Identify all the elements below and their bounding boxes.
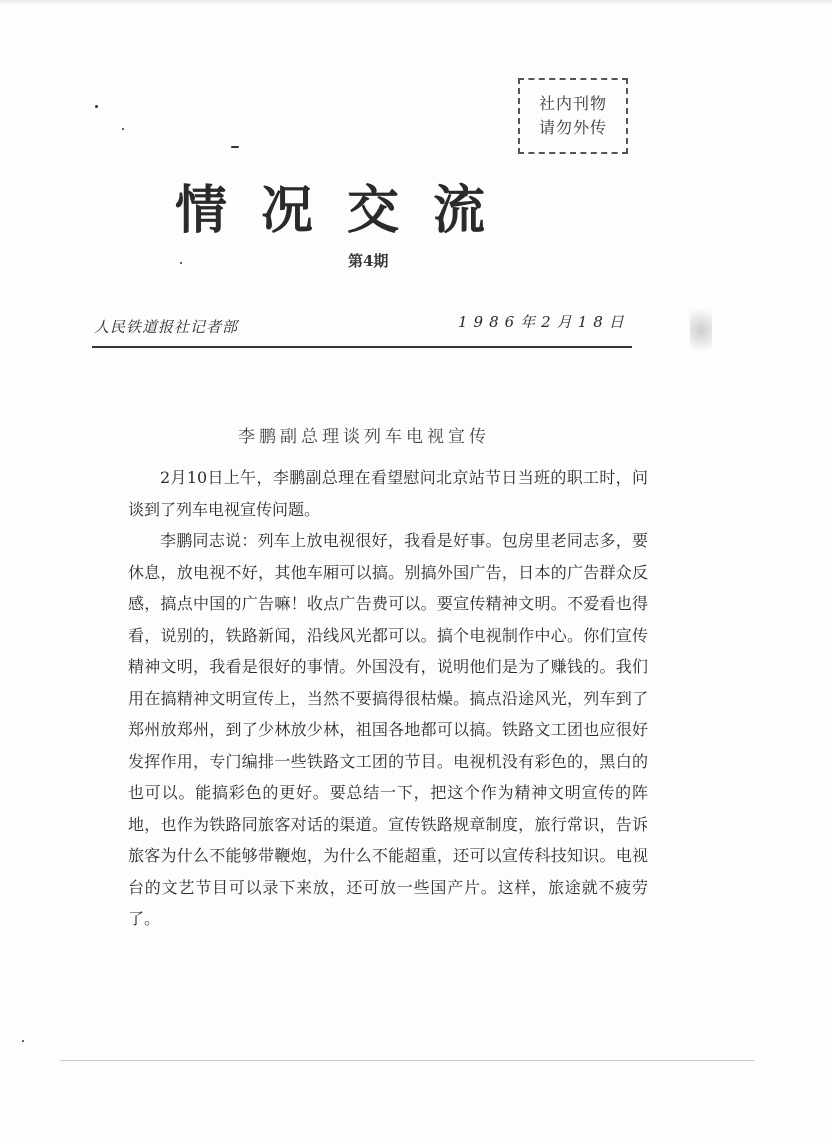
header-rule xyxy=(92,346,632,348)
scan-speck xyxy=(180,262,182,264)
scan-edge xyxy=(0,0,832,4)
issue-number: 第4期 xyxy=(348,252,389,270)
scan-speck xyxy=(231,146,239,148)
article-paragraph: 李鹏同志说：列车上放电视很好，我看是好事。包房里老同志多，要休息，放电视不好，其他车厢可以搞。别搞外国广告，日本的广告群众反感，搞点中国的广告嘛！收点广告费可以。要宣传精神文明。不爱看也得看，说别的，铁路新闻，沿线风光都可以。搞个电视制作中心。你们宣传精神文明，我看是很好的事情。外国没有，说明他们是为了赚钱的。我们用在搞精神文明宣传上，当然不要搞得很枯燥。搞点沿途风光，列车到了郑州放郑州，到了少林放少林，祖国各地都可以搞。铁路文工团也应很好发挥作用，专门编排一些铁路文工团的节目。电视机没有彩色的，黑白的也可以。能搞彩色的更好。要总结一下，把这个作为精神文明宣传的阵地，也作为铁路同旅客对话的渠道。宣传铁路规章制度，旅行常识，告诉旅客为什么不能够带鞭炮，为什么不能超重，还可以宣传科技知识。电视台的文艺节目可以录下来放，还可放一些国产片。这样，旅途就不疲劳了。 xyxy=(128,531,648,928)
stamp-line-1: 社内刊物 xyxy=(538,94,607,113)
stamp-line-2: 请勿外传 xyxy=(538,118,607,137)
page-bottom-rule xyxy=(60,1060,754,1061)
internal-circulation-stamp xyxy=(518,78,628,154)
publisher-department: 人民铁道报社记者部 xyxy=(94,318,239,336)
article-title: 李鹏副总理谈列车电视宣传 xyxy=(238,427,490,447)
article-paragraph: 2月10日上午，李鹏副总理在看望慰问北京站节日当班的职工时，问谈到了列车电视宣传问题。 xyxy=(128,468,648,519)
publication-date: 1986年2月18日 xyxy=(458,313,630,331)
article-body xyxy=(128,462,648,935)
scan-speck xyxy=(122,128,124,130)
masthead-title: 情况交流 xyxy=(175,180,520,241)
scan-speck xyxy=(22,1040,24,1042)
scan-speck xyxy=(95,105,98,108)
margin-smudge xyxy=(690,300,712,360)
